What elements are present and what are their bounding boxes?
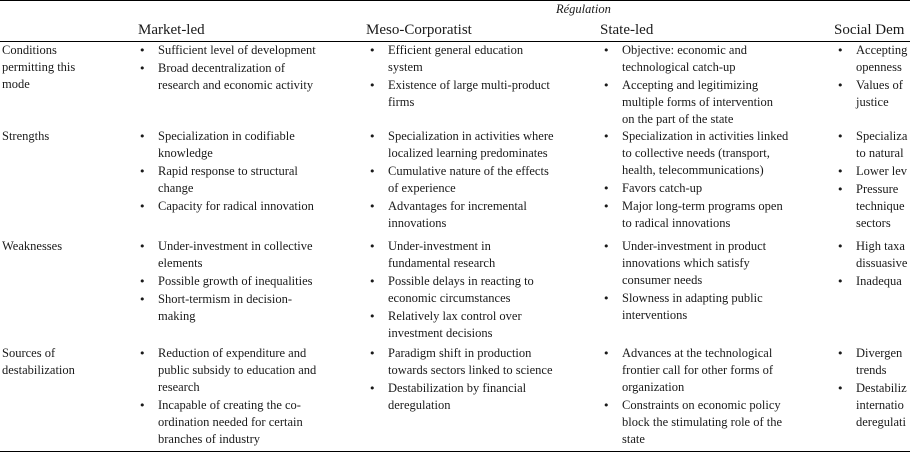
regulation-label: Régulation xyxy=(556,2,611,16)
bullet-line: on the part of the state xyxy=(622,112,734,126)
bullet-item xyxy=(366,163,554,197)
bullet-line: trends xyxy=(856,363,887,377)
bullet-item xyxy=(834,42,907,76)
bullet-line: • Specializa xyxy=(856,129,908,143)
bullet-line: research and economic activity xyxy=(158,78,314,92)
bullet-line: • Rapid response to structural xyxy=(158,164,298,178)
bullet-line: • Lower lev xyxy=(856,164,908,178)
cell-bullet-list xyxy=(366,345,553,415)
bullet-line: • Advantages for incremental xyxy=(388,199,527,213)
bullet-item xyxy=(600,397,782,448)
bullet-line: • Pressure xyxy=(856,182,899,196)
bullet-item xyxy=(366,308,534,342)
bullet-item xyxy=(136,273,313,290)
bullet-line: • Existence of large multi-product xyxy=(388,78,550,92)
bullet-line: to collective needs (transport, xyxy=(622,146,770,160)
row-label-line: Conditions xyxy=(2,43,57,57)
bullet-line: technological catch-up xyxy=(622,60,736,74)
row-label xyxy=(2,238,62,255)
cell-bullet-list xyxy=(136,42,316,95)
bullet-item xyxy=(834,345,907,379)
bullet-line: • Reduction of expenditure and xyxy=(158,346,307,360)
bullet-line: • Possible delays in reacting to xyxy=(388,274,534,288)
bullet-item xyxy=(136,128,314,162)
bullet-item xyxy=(136,198,314,215)
bullet-line: • Favors catch-up xyxy=(622,181,703,195)
bullet-line: • Possible growth of inequalities xyxy=(158,274,313,288)
bullet-item xyxy=(834,181,907,232)
bullet-line: innovations xyxy=(388,216,447,230)
cell-bullet-list xyxy=(834,238,907,291)
bullet-item xyxy=(136,238,313,272)
row-label-line: Weaknesses xyxy=(2,239,63,253)
row-label xyxy=(2,128,49,145)
bullet-line: towards sectors linked to science xyxy=(388,363,553,377)
bullet-line: • Efficient general education xyxy=(388,43,524,57)
bullet-line: branches of industry xyxy=(158,432,261,446)
bullet-line: • Under-investment in product xyxy=(622,239,767,253)
column-header-social-dem: Social Dem xyxy=(834,22,905,38)
bullet-line: organization xyxy=(622,380,685,394)
bullet-line: innovations which satisfy xyxy=(622,256,750,270)
column-header-meso-corporatist: Meso-Corporatist xyxy=(366,22,472,38)
bullet-line: • Advances at the technological xyxy=(622,346,773,360)
bullet-item xyxy=(366,77,550,111)
cell-bullet-list xyxy=(834,42,907,112)
bullet-line: • Sufficient level of development xyxy=(158,43,316,57)
cell-bullet-list xyxy=(600,128,788,233)
bullet-line: • Cumulative nature of the effects xyxy=(388,164,549,178)
bullet-item xyxy=(600,345,782,396)
bullet-line: justice xyxy=(856,95,889,109)
column-header-state-led: State-led xyxy=(600,22,654,38)
bullet-item xyxy=(366,273,534,307)
bullet-line: firms xyxy=(388,95,415,109)
cell-bullet-list xyxy=(136,345,316,449)
bullet-line: • Constraints on economic policy xyxy=(622,398,781,412)
bullet-line: • Objective: economic and xyxy=(622,43,747,57)
row-label-line: Strengths xyxy=(2,129,50,143)
bullet-line: public subsidy to education and xyxy=(158,363,317,377)
bullet-item xyxy=(834,238,907,272)
cell-bullet-list xyxy=(136,238,313,326)
bullet-line: • Under-investment in collective xyxy=(158,239,313,253)
bullet-line: research xyxy=(158,380,200,394)
bullet-item xyxy=(136,345,316,396)
bullet-line: dissuasive xyxy=(856,256,908,270)
bullet-line: sectors xyxy=(856,216,891,230)
bullet-line: investment decisions xyxy=(388,326,493,340)
bullet-line: fundamental research xyxy=(388,256,496,270)
bullet-item xyxy=(366,128,554,162)
bullet-line: • Values of xyxy=(856,78,903,92)
bullet-line: • Inadequa xyxy=(856,274,902,288)
bullet-line: deregulati xyxy=(856,415,906,429)
bullet-item xyxy=(834,163,907,180)
bullet-line: • Accepting and legitimizing xyxy=(622,78,759,92)
bullet-line: economic circumstances xyxy=(388,291,511,305)
bullet-item xyxy=(136,60,316,94)
bullet-line: making xyxy=(158,309,196,323)
cell-bullet-list xyxy=(834,345,907,432)
cell-bullet-list xyxy=(366,128,554,233)
bullet-line: to natural xyxy=(856,146,904,160)
bullet-line: interventions xyxy=(622,308,688,322)
bullet-line: • Relatively lax control over xyxy=(388,309,522,323)
bottom-rule xyxy=(0,451,910,452)
bullet-line: frontier call for other forms of xyxy=(622,363,773,377)
row-label xyxy=(2,42,75,93)
column-header-market-led: Market-led xyxy=(138,22,205,38)
bullet-line: • Incapable of creating the co- xyxy=(158,398,301,412)
bullet-item xyxy=(136,291,313,325)
bullet-item xyxy=(366,345,553,379)
bullet-line: • Under-investment in xyxy=(388,239,491,253)
cell-bullet-list xyxy=(600,238,766,325)
bullet-line: state xyxy=(622,432,645,446)
bullet-line: • Specialization in activities where xyxy=(388,129,554,143)
bullet-line: system xyxy=(388,60,423,74)
bullet-item xyxy=(600,128,788,179)
bullet-item xyxy=(136,397,316,448)
bullet-line: openness xyxy=(856,60,902,74)
bullet-item xyxy=(600,238,766,289)
bullet-line: of experience xyxy=(388,181,456,195)
row-label xyxy=(2,345,75,379)
bullet-line: • Paradigm shift in production xyxy=(388,346,532,360)
bullet-item xyxy=(366,380,553,414)
bullet-line: • Specialization in activities linked xyxy=(622,129,789,143)
cell-bullet-list xyxy=(600,345,782,449)
bullet-line: multiple forms of intervention xyxy=(622,95,774,109)
bullet-line: • Divergen xyxy=(856,346,903,360)
cell-bullet-list xyxy=(600,42,773,129)
row-label-line: permitting this xyxy=(2,60,76,74)
bullet-item xyxy=(136,163,314,197)
bullet-line: • Specialization in codifiable xyxy=(158,129,295,143)
bullet-line: • Broad decentralization of xyxy=(158,61,286,75)
bullet-line: • Short-termism in decision- xyxy=(158,292,293,306)
cell-bullet-list xyxy=(834,128,907,233)
cell-bullet-list xyxy=(366,42,550,112)
bullet-line: health, telecommunications) xyxy=(622,163,764,177)
bullet-line: change xyxy=(158,181,194,195)
bullet-line: localized learning predominates xyxy=(388,146,548,160)
bullet-line: knowledge xyxy=(158,146,213,160)
bullet-item xyxy=(600,42,773,76)
bullet-item xyxy=(600,77,773,128)
bullet-line: internatio xyxy=(856,398,904,412)
bullet-item xyxy=(600,290,766,324)
bullet-line: ordination needed for certain xyxy=(158,415,303,429)
bullet-line: • Capacity for radical innovation xyxy=(158,199,314,213)
bullet-item xyxy=(834,273,907,290)
row-label-line: destabilization xyxy=(2,363,75,377)
bullet-line: to radical innovations xyxy=(622,216,731,230)
bullet-line: • Major long-term programs open xyxy=(622,199,783,213)
bullet-item xyxy=(366,198,554,232)
bullet-item xyxy=(366,238,534,272)
bullet-line: elements xyxy=(158,256,203,270)
row-label-line: mode xyxy=(2,77,30,91)
cell-bullet-list xyxy=(366,238,534,343)
bullet-line: consumer needs xyxy=(622,273,703,287)
bullet-item xyxy=(600,198,788,232)
row-label-line: Sources of xyxy=(2,346,56,360)
bullet-item xyxy=(834,128,907,162)
bullet-line: block the stimulating role of the xyxy=(622,415,783,429)
bullet-item xyxy=(366,42,550,76)
bullet-item xyxy=(834,77,907,111)
bullet-line: • Destabiliz xyxy=(856,381,907,395)
bullet-line: • Accepting xyxy=(856,43,908,57)
top-rule xyxy=(0,0,910,1)
bullet-item xyxy=(136,42,316,59)
cell-bullet-list xyxy=(136,128,314,216)
bullet-line: • Slowness in adapting public xyxy=(622,291,763,305)
bullet-item xyxy=(834,380,907,431)
bullet-line: • High taxa xyxy=(856,239,905,253)
bullet-line: • Destabilization by financial xyxy=(388,381,527,395)
bullet-line: technique xyxy=(856,199,905,213)
bullet-item xyxy=(600,180,788,197)
bullet-line: deregulation xyxy=(388,398,451,412)
